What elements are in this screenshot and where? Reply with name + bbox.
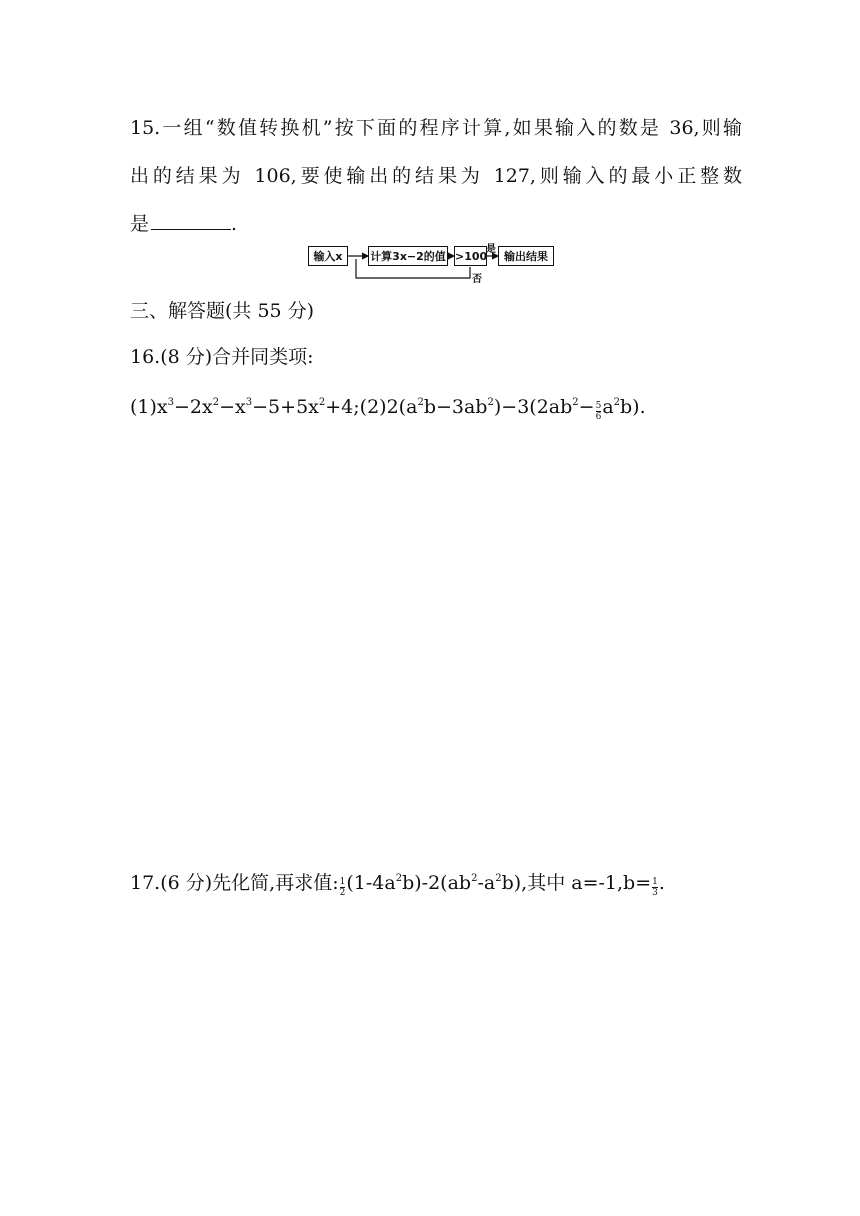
flow-calc-box: 计算3x−2的值	[368, 246, 448, 266]
flow-condition-box: >100	[454, 246, 487, 266]
q16-title: 16.(8 分)合并同类项:	[130, 346, 314, 368]
q15-line-3-suffix: .	[231, 213, 238, 235]
fraction: $\frac{1}{2}$	[339, 877, 346, 898]
section-3-heading: 三、解答题(共 55 分)	[130, 300, 315, 322]
flow-input-box: 输入x	[308, 246, 348, 266]
q17-prefix: 17.(6 分)先化简,再求值:	[130, 872, 339, 894]
fraction: $\frac{1}{3}$	[652, 877, 658, 898]
question-15	[130, 104, 742, 248]
q16-part2-label: (2)	[359, 396, 387, 418]
flowchart	[306, 244, 566, 286]
q15-line-2: 出的结果为 106,要使输出的结果为 127,则输入的最小正整数	[130, 165, 742, 187]
q16-part1-label: (1)	[130, 396, 157, 418]
q17-text: 17.(6 分)先化简,再求值: $\frac{1}{2}$ $(1-4a^2b)-2(ab^2-a^2b)$,其中 a=-1,b= $\frac{1}{3}$ .	[130, 872, 665, 898]
q15-line-1: 15.一组“数值转换机”按下面的程序计算,如果输入的数是 36,则输	[130, 117, 742, 139]
q15-line-3-prefix: 是	[130, 213, 150, 235]
q15-line-3	[130, 200, 742, 248]
flow-output-box: 输出结果	[498, 246, 554, 266]
flow-no-label: 否	[472, 274, 482, 285]
fraction: $\frac{5}{6}$	[595, 401, 602, 422]
flow-yes-label: 是	[486, 244, 496, 255]
answer-blank[interactable]	[151, 228, 231, 230]
q16-expressions: $(1)x^3-2x^2-x^3-5+5x^2+4;(2)2(a^2b-3ab^2)-3(2ab^2-$ $\frac{5}{6}$ $a^2b$).	[130, 396, 646, 422]
